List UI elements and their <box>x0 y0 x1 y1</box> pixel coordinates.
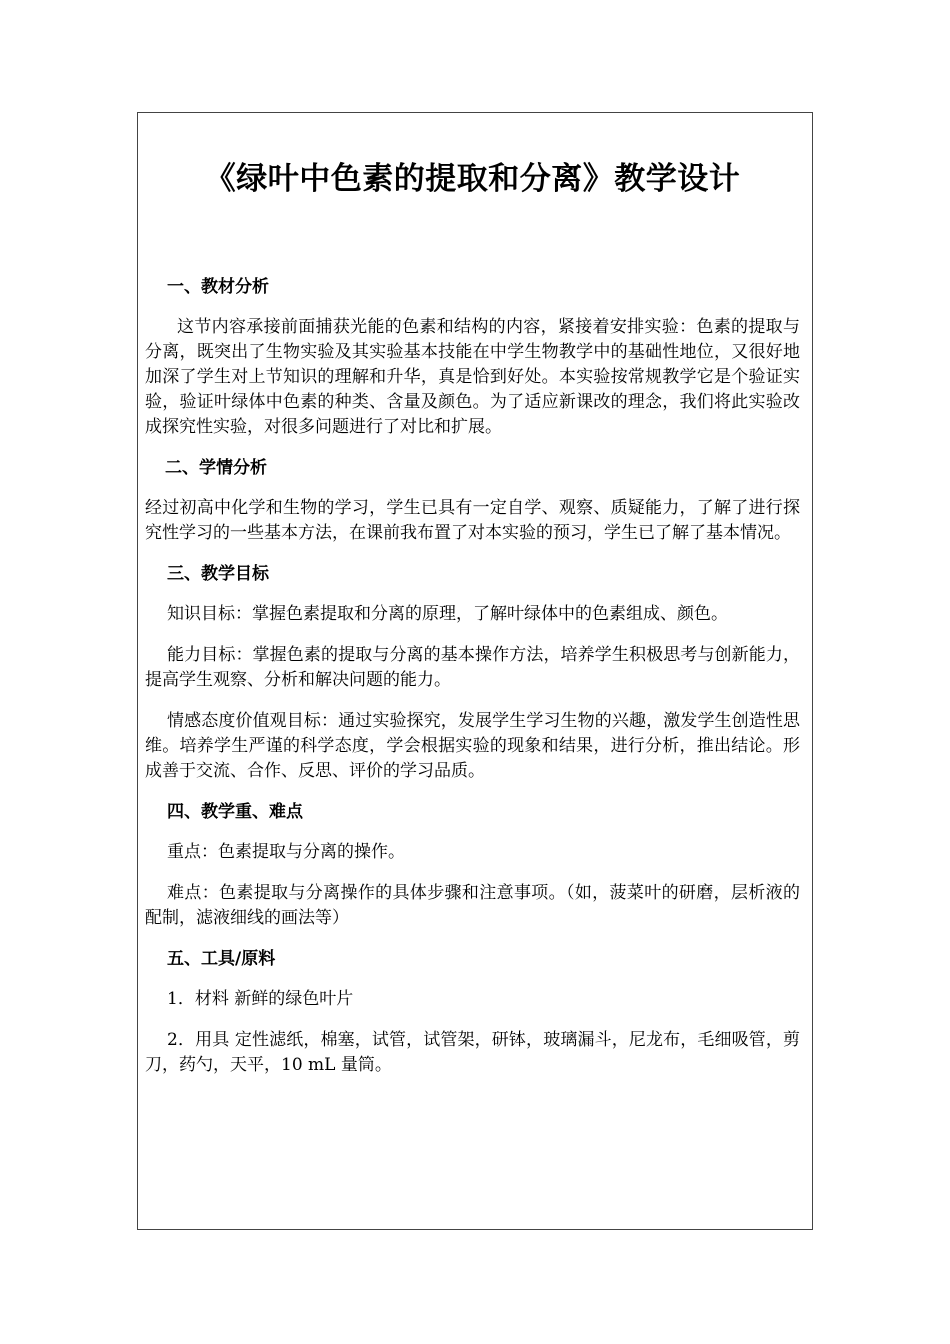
document-title: 《绿叶中色素的提取和分离》教学设计 <box>204 161 741 197</box>
section-tools-materials <box>145 947 800 1078</box>
section-paragraph: 能力目标：掌握色素的提取与分离的基本操作方法，培养学生积极思考与创新能力，提高学生观察、分析和解决问题的能力。 <box>145 645 800 690</box>
section-paragraph: 难点：色素提取与分离操作的具体步骤和注意事项。（如，菠菜叶的研磨，层析液的配制，滤液细线的画法等） <box>145 883 800 928</box>
document-body <box>145 275 800 1078</box>
section-key-difficult-points <box>145 800 800 931</box>
section-heading: 二、学情分析 <box>165 458 267 478</box>
section-paragraph: 情感态度价值观目标：通过实验探究，发展学生学习生物的兴趣，激发学生创造性思维。培养学生严谨的科学态度，学会根据实验的现象和结果，进行分析，推出结论。形成善于交流、合作、反思、评价的学习品质。 <box>145 711 800 781</box>
section-paragraph: 1．材料 新鲜的绿色叶片 <box>167 989 354 1009</box>
section-paragraph: 这节内容承接前面捕获光能的色素和结构的内容，紧接着安排实验：色素的提取与分离，既突出了生物实验及其实验基本技能在中学生物教学中的基础性地位，又很好地加深了学生对上节知识的理解和升华，真是恰到好处。本实验按常规教学它是个验证实验，验证叶绿体中色素的种类、含量及颜色。为了适应新课改的理念，我们将此实验改成探究性实验，对很多问题进行了对比和扩展。 <box>145 317 800 437</box>
section-heading: 一、教材分析 <box>167 277 269 297</box>
section-paragraph: 重点：色素提取与分离的操作。 <box>167 842 405 862</box>
section-heading: 五、工具/原料 <box>167 949 276 969</box>
section-student-analysis <box>145 456 800 546</box>
section-heading: 三、教学目标 <box>167 564 269 584</box>
section-teaching-goals <box>145 562 800 784</box>
document-frame <box>137 112 813 1230</box>
section-paragraph: 2．用具 定性滤纸，棉塞，试管，试管架，研钵，玻璃漏斗，尼龙布，毛细吸管，剪刀，药勺，天平，10 mL 量筒。 <box>145 1030 800 1075</box>
section-paragraph: 经过初高中化学和生物的学习，学生已具有一定自学、观察、质疑能力，了解了进行探究性学习的一些基本方法，在课前我布置了对本实验的预习，学生已了解了基本情况。 <box>145 498 800 543</box>
section-textbook-analysis <box>145 275 800 440</box>
section-heading: 四、教学重、难点 <box>167 802 303 822</box>
section-paragraph: 知识目标：掌握色素提取和分离的原理，了解叶绿体中的色素组成、颜色。 <box>167 604 728 624</box>
